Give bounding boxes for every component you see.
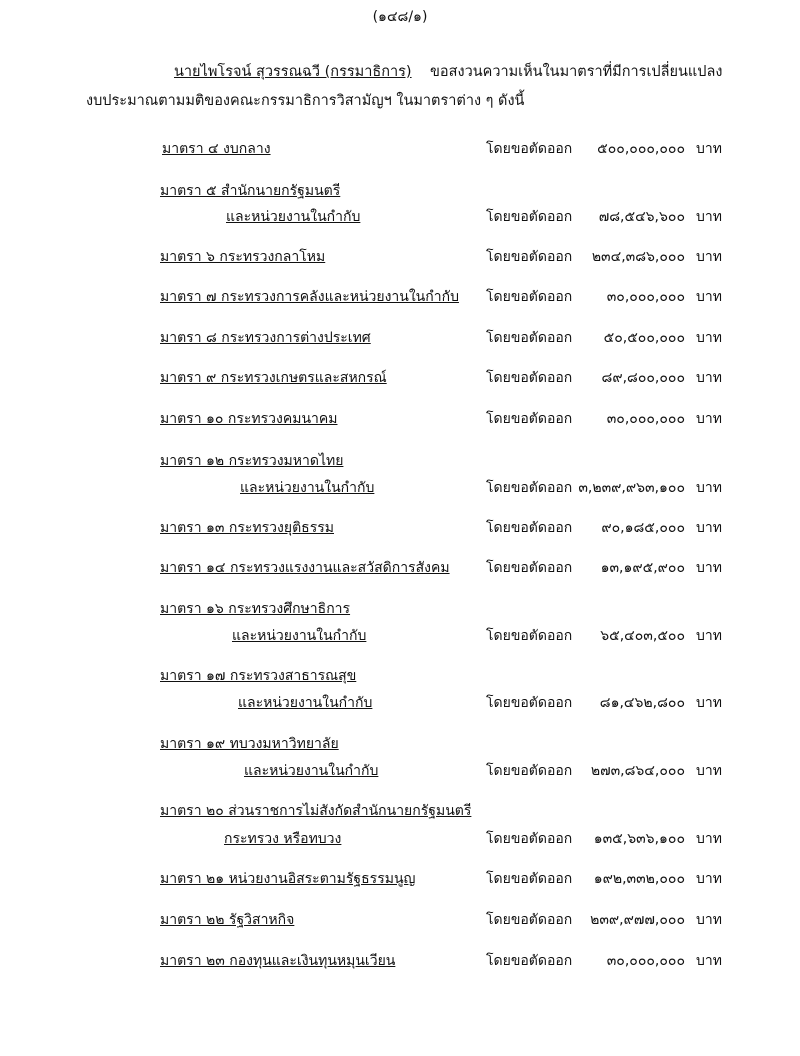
- item-amount: ๗๘,๕๔๖,๖๐๐: [598, 209, 685, 225]
- item-label: มาตรา ๑๙ ทบวงมหาวิทยาลัย: [160, 736, 339, 752]
- item-action-text: โดยขอตัดออก: [486, 209, 573, 225]
- item-action-text: โดยขอตัดออก: [486, 912, 573, 928]
- item-unit: บาท: [696, 695, 722, 711]
- budget-item-row: [0, 367, 800, 391]
- commissioner-name: นายไพโรจน์ สุวรรณฉวี (กรรมาธิการ): [174, 64, 412, 80]
- item-unit: บาท: [696, 370, 722, 386]
- budget-item-row: [0, 517, 800, 541]
- item-action-text: โดยขอตัดออก: [486, 480, 573, 496]
- item-unit: บาท: [696, 912, 722, 928]
- budget-item-row: [0, 327, 800, 351]
- page-number: (๑๔๘/๑): [372, 9, 428, 25]
- item-amount: ๓๐,๐๐๐,๐๐๐: [606, 289, 685, 305]
- budget-item-row: [0, 138, 800, 162]
- item-unit: บาท: [696, 871, 722, 887]
- budget-item-subrow: [0, 625, 800, 649]
- item-amount: ๓๐,๐๐๐,๐๐๐: [606, 953, 685, 969]
- item-action-text: โดยขอตัดออก: [486, 953, 573, 969]
- budget-item-row: [0, 665, 800, 689]
- item-action-text: โดยขอตัดออก: [486, 289, 573, 305]
- item-unit: บาท: [696, 628, 722, 644]
- item-amount: ๙๐,๑๘๕,๐๐๐: [601, 520, 685, 536]
- item-unit: บาท: [696, 520, 722, 536]
- item-label: มาตรา ๒๒ รัฐวิสาหกิจ: [160, 912, 295, 928]
- item-sublabel: และหน่วยงานในกำกับ: [226, 209, 361, 225]
- item-unit: บาท: [696, 560, 722, 576]
- item-action-text: โดยขอตัดออก: [486, 141, 573, 157]
- item-label: มาตรา ๑๔ กระทรวงแรงงานและสวัสดิการสังคม: [160, 560, 450, 576]
- intro-line-1-text: ขอสงวนความเห็นในมาตราที่มีการเปลี่ยนแปลง: [430, 64, 723, 80]
- item-label: มาตรา ๖ กระทรวงกลาโหม: [160, 249, 326, 265]
- item-label: มาตรา ๒๓ กองทุนและเงินทุนหมุนเวียน: [160, 953, 396, 969]
- item-unit: บาท: [696, 289, 722, 305]
- item-label: มาตรา ๒๐ ส่วนราชการไม่สังกัดสำนักนายกรัฐมนตรี: [160, 803, 472, 819]
- item-unit: บาท: [696, 480, 722, 496]
- item-action-text: โดยขอตัดออก: [486, 763, 573, 779]
- item-unit: บาท: [696, 831, 722, 847]
- item-label: มาตรา ๑๗ กระทรวงสาธารณสุข: [160, 668, 357, 684]
- item-label: มาตรา ๑๖ กระทรวงศึกษาธิการ: [160, 601, 351, 617]
- item-sublabel: และหน่วยงานในกำกับ: [238, 695, 373, 711]
- item-sublabel: และหน่วยงานในกำกับ: [244, 763, 379, 779]
- item-action-text: โดยขอตัดออก: [486, 330, 573, 346]
- budget-item-row: [0, 868, 800, 892]
- budget-item-row: [0, 450, 800, 474]
- intro-line-1: [86, 58, 736, 87]
- item-unit: บาท: [696, 330, 722, 346]
- item-amount: ๑๓,๑๙๕,๙๐๐: [600, 560, 685, 576]
- item-amount: ๓๐,๐๐๐,๐๐๐: [606, 411, 685, 427]
- item-action-text: โดยขอตัดออก: [486, 249, 573, 265]
- budget-item-row: [0, 909, 800, 933]
- intro-paragraph: [86, 58, 736, 116]
- item-action-text: โดยขอตัดออก: [486, 695, 573, 711]
- item-action-text: โดยขอตัดออก: [486, 628, 573, 644]
- item-amount: ๒๗๓,๘๖๔,๐๐๐: [590, 763, 685, 779]
- budget-item-subrow: [0, 477, 800, 501]
- budget-item-row: [0, 733, 800, 757]
- item-action-text: โดยขอตัดออก: [486, 871, 573, 887]
- budget-item-row: [0, 286, 800, 310]
- item-amount: ๖๕,๔๐๓,๕๐๐: [600, 628, 685, 644]
- item-label: มาตรา ๑๐ กระทรวงคมนาคม: [160, 411, 338, 427]
- item-sublabel: และหน่วยงานในกำกับ: [240, 480, 375, 496]
- item-label: มาตรา ๑๒ กระทรวงมหาดไทย: [160, 453, 344, 469]
- item-action-text: โดยขอตัดออก: [486, 831, 573, 847]
- item-unit: บาท: [696, 953, 722, 969]
- item-label: มาตรา ๑๓ กระทรวงยุติธรรม: [160, 520, 334, 536]
- item-amount: ๑๙๒,๓๓๒,๐๐๐: [593, 871, 685, 887]
- item-amount: ๓,๒๓๙,๙๖๓,๑๐๐: [578, 480, 685, 496]
- item-label: มาตรา ๙ กระทรวงเกษตรและสหกรณ์: [160, 370, 387, 386]
- item-unit: บาท: [696, 249, 722, 265]
- budget-item-row: [0, 180, 800, 204]
- budget-item-subrow: [0, 692, 800, 716]
- item-label: มาตรา ๗ กระทรวงการคลังและหน่วยงานในกำกับ: [160, 289, 459, 305]
- item-unit: บาท: [696, 141, 722, 157]
- item-unit: บาท: [696, 209, 722, 225]
- item-action-text: โดยขอตัดออก: [486, 370, 573, 386]
- item-action-text: โดยขอตัดออก: [486, 520, 573, 536]
- budget-item-row: [0, 950, 800, 974]
- budget-item-row: [0, 598, 800, 622]
- budget-item-subrow: [0, 760, 800, 784]
- budget-item-row: [0, 408, 800, 432]
- item-label: มาตรา ๕ สำนักนายกรัฐมนตรี: [160, 183, 341, 199]
- budget-item-row: [0, 246, 800, 270]
- item-label: มาตรา ๘ กระทรวงการต่างประเทศ: [160, 330, 371, 346]
- item-amount: ๒๓๔,๓๘๖,๐๐๐: [591, 249, 685, 265]
- budget-item-row: [0, 557, 800, 581]
- item-label: มาตรา ๔ งบกลาง: [162, 141, 271, 157]
- budget-item-row: [0, 800, 800, 824]
- item-unit: บาท: [696, 411, 722, 427]
- item-amount: ๕๐๐,๐๐๐,๐๐๐: [597, 141, 685, 157]
- item-amount: ๕๐,๕๐๐,๐๐๐: [603, 330, 685, 346]
- item-amount: ๘๙,๘๐๐,๐๐๐: [601, 370, 685, 386]
- budget-item-subrow: [0, 828, 800, 852]
- item-action-text: โดยขอตัดออก: [486, 560, 573, 576]
- item-sublabel: และหน่วยงานในกำกับ: [232, 628, 367, 644]
- item-unit: บาท: [696, 763, 722, 779]
- item-sublabel: กระทรวง หรือทบวง: [224, 831, 342, 847]
- item-amount: ๒๓๙,๙๗๗,๐๐๐: [590, 912, 685, 928]
- intro-line-2: งบประมาณตามมติของคณะกรรมาธิการวิสามัญฯ ในมาตราต่าง ๆ ดังนี้: [86, 93, 525, 109]
- item-amount: ๘๑,๔๖๒,๘๐๐: [599, 695, 685, 711]
- item-label: มาตรา ๒๑ หน่วยงานอิสระตามรัฐธรรมนูญ: [160, 871, 416, 887]
- item-action-text: โดยขอตัดออก: [486, 411, 573, 427]
- item-amount: ๑๓๕,๖๓๖,๑๐๐: [593, 831, 685, 847]
- budget-item-subrow: [0, 206, 800, 230]
